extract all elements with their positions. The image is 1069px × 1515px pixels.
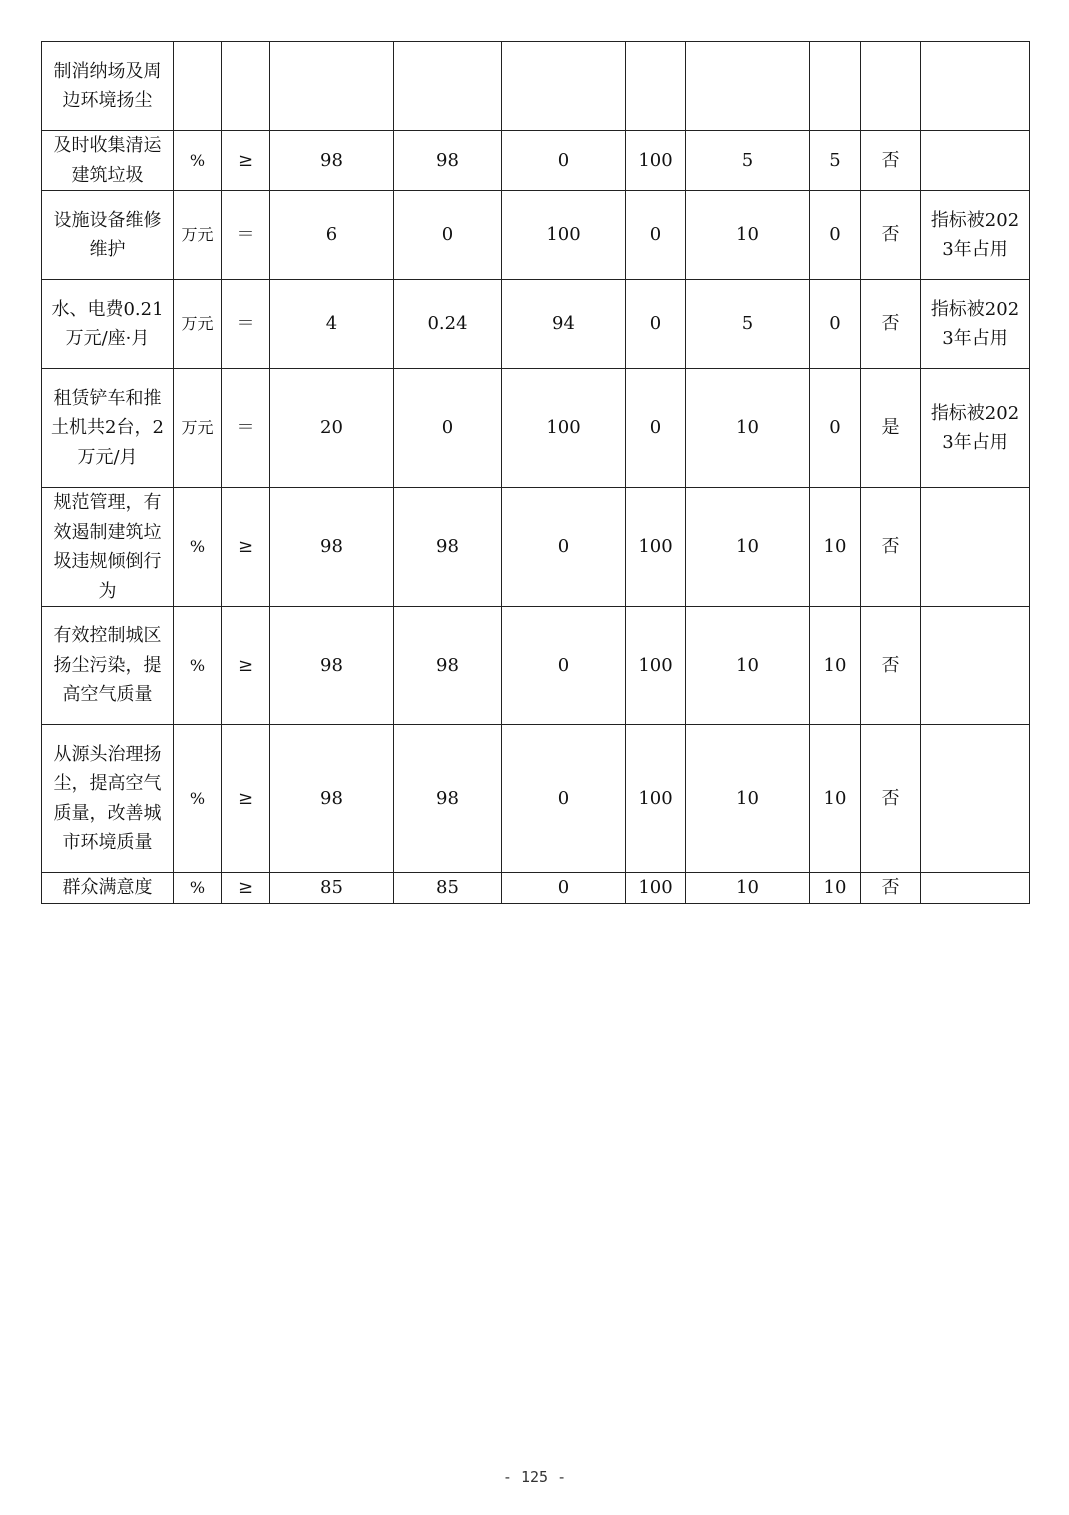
operator-cell: ≥ (222, 488, 270, 607)
completion-cell: 100 (626, 131, 686, 191)
indicator-name-cell: 群众满意度 (42, 873, 174, 904)
operator-cell: ＝ (222, 369, 270, 488)
flag-cell: 否 (861, 191, 921, 280)
note-cell (921, 42, 1030, 131)
target-value-cell: 98 (270, 488, 394, 607)
score-cell: 5 (810, 131, 861, 191)
score-cell: 10 (810, 873, 861, 904)
deviation-cell: 94 (502, 280, 626, 369)
flag-cell: 否 (861, 873, 921, 904)
operator-cell: ≥ (222, 607, 270, 725)
actual-value-cell: 98 (394, 607, 502, 725)
note-cell (921, 607, 1030, 725)
deviation-cell: 0 (502, 488, 626, 607)
actual-value-cell: 98 (394, 488, 502, 607)
unit-cell (174, 42, 222, 131)
target-value-cell: 6 (270, 191, 394, 280)
flag-cell: 是 (861, 369, 921, 488)
note-cell (921, 488, 1030, 607)
full-score-cell: 10 (686, 191, 810, 280)
target-value-cell: 98 (270, 131, 394, 191)
indicator-name-cell: 设施设备维修维护 (42, 191, 174, 280)
note-cell: 指标被2023年占用 (921, 280, 1030, 369)
note-cell: 指标被2023年占用 (921, 369, 1030, 488)
flag-cell (861, 42, 921, 131)
flag-cell: 否 (861, 131, 921, 191)
page-number: - 125 - (502, 1468, 567, 1486)
score-cell: 10 (810, 607, 861, 725)
score-cell: 0 (810, 369, 861, 488)
table-row (42, 725, 1030, 873)
operator-cell (222, 42, 270, 131)
indicator-name-cell: 租赁铲车和推土机共2台，2万元/月 (42, 369, 174, 488)
deviation-cell: 100 (502, 191, 626, 280)
completion-cell (626, 42, 686, 131)
actual-value-cell: 0 (394, 369, 502, 488)
table-row (42, 191, 1030, 280)
unit-cell: % (174, 131, 222, 191)
indicator-name-cell: 水、电费0.21万元/座·月 (42, 280, 174, 369)
table-row (42, 873, 1030, 904)
note-cell (921, 725, 1030, 873)
operator-cell: ＝ (222, 191, 270, 280)
score-cell: 0 (810, 280, 861, 369)
full-score-cell: 10 (686, 725, 810, 873)
indicator-name-cell: 制消纳场及周边环境扬尘 (42, 42, 174, 131)
actual-value-cell: 85 (394, 873, 502, 904)
completion-cell: 100 (626, 725, 686, 873)
deviation-cell: 100 (502, 369, 626, 488)
target-value-cell (270, 42, 394, 131)
deviation-cell: 0 (502, 873, 626, 904)
indicator-name-cell: 从源头治理扬尘，提高空气质量，改善城市环境质量 (42, 725, 174, 873)
operator-cell: ≥ (222, 873, 270, 904)
completion-cell: 0 (626, 369, 686, 488)
score-cell: 10 (810, 725, 861, 873)
score-cell: 10 (810, 488, 861, 607)
completion-cell: 0 (626, 191, 686, 280)
actual-value-cell (394, 42, 502, 131)
unit-cell: % (174, 873, 222, 904)
actual-value-cell: 0.24 (394, 280, 502, 369)
table-row (42, 131, 1030, 191)
actual-value-cell: 0 (394, 191, 502, 280)
indicator-name-cell: 及时收集清运建筑垃圾 (42, 131, 174, 191)
deviation-cell: 0 (502, 725, 626, 873)
score-cell (810, 42, 861, 131)
target-value-cell: 98 (270, 607, 394, 725)
note-cell: 指标被2023年占用 (921, 191, 1030, 280)
completion-cell: 100 (626, 607, 686, 725)
note-cell (921, 873, 1030, 904)
full-score-cell: 10 (686, 607, 810, 725)
unit-cell: % (174, 607, 222, 725)
flag-cell: 否 (861, 725, 921, 873)
unit-cell: 万元 (174, 369, 222, 488)
table-row (42, 42, 1030, 131)
full-score-cell: 5 (686, 131, 810, 191)
unit-cell: 万元 (174, 191, 222, 280)
indicator-table (41, 41, 1030, 904)
full-score-cell (686, 42, 810, 131)
full-score-cell: 10 (686, 873, 810, 904)
indicator-name-cell: 有效控制城区扬尘污染，提高空气质量 (42, 607, 174, 725)
deviation-cell: 0 (502, 607, 626, 725)
actual-value-cell: 98 (394, 725, 502, 873)
completion-cell: 100 (626, 873, 686, 904)
score-cell: 0 (810, 191, 861, 280)
operator-cell: ≥ (222, 131, 270, 191)
operator-cell: ＝ (222, 280, 270, 369)
completion-cell: 100 (626, 488, 686, 607)
target-value-cell: 20 (270, 369, 394, 488)
table-row (42, 488, 1030, 607)
deviation-cell: 0 (502, 131, 626, 191)
operator-cell: ≥ (222, 725, 270, 873)
unit-cell: 万元 (174, 280, 222, 369)
flag-cell: 否 (861, 607, 921, 725)
flag-cell: 否 (861, 488, 921, 607)
full-score-cell: 10 (686, 369, 810, 488)
unit-cell: % (174, 725, 222, 873)
note-cell (921, 131, 1030, 191)
unit-cell: % (174, 488, 222, 607)
actual-value-cell: 98 (394, 131, 502, 191)
target-value-cell: 85 (270, 873, 394, 904)
flag-cell: 否 (861, 280, 921, 369)
indicator-name-cell: 规范管理，有效遏制建筑垃圾违规倾倒行为 (42, 488, 174, 607)
table-row (42, 280, 1030, 369)
full-score-cell: 10 (686, 488, 810, 607)
table-row (42, 607, 1030, 725)
completion-cell: 0 (626, 280, 686, 369)
target-value-cell: 98 (270, 725, 394, 873)
full-score-cell: 5 (686, 280, 810, 369)
target-value-cell: 4 (270, 280, 394, 369)
deviation-cell (502, 42, 626, 131)
table-row (42, 369, 1030, 488)
